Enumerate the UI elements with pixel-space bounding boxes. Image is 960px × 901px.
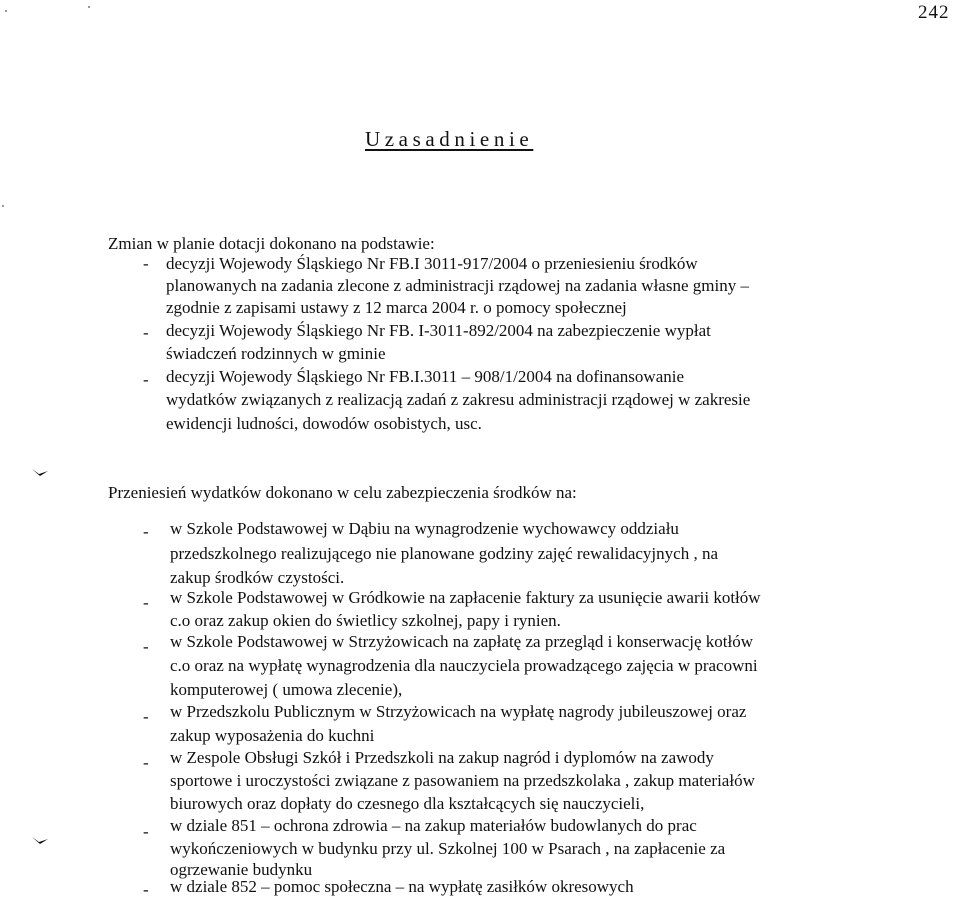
scan-speck	[2, 205, 4, 207]
list-item-line: zakup środków czystości.	[170, 568, 345, 587]
list-item-line: w dziale 851 – ochrona zdrowia – na zakup materiałów budowlanych do prac	[170, 816, 697, 835]
list-item-line: w dziale 852 – pomoc społeczna – na wypłatę zasiłków okresowych	[170, 877, 634, 896]
list-bullet: -	[143, 707, 149, 726]
list-item-line: planowanych na zadania zlecone z administracji rządowej na zadania własne gminy –	[166, 276, 749, 295]
list-item-line: decyzji Wojewody Śląskiego Nr FB. I-3011-892/2004 na zabezpieczenie wypłat	[166, 321, 711, 340]
list-item-line: decyzji Wojewody Śląskiego Nr FB.I.3011 – 908/1/2004 na dofinansowanie	[166, 367, 685, 386]
list-bullet: -	[143, 753, 149, 772]
list-bullet: -	[143, 880, 149, 899]
list-item-line: przedszkolnego realizującego nie planowane godziny zajęć rewalidacyjnych , na	[170, 544, 718, 563]
list-item-line: w Szkole Podstawowej w Strzyżowicach na zapłatę za przegląd i konserwację kotłów	[170, 632, 753, 651]
page-title: Uzasadnienie	[365, 127, 534, 151]
list-item-line: w Szkole Podstawowej w Gródkowie na zapłacenie faktury za usunięcie awarii kotłów	[170, 588, 761, 607]
list-item-line: ewidencji ludności, dowodów osobistych, usc.	[166, 414, 482, 433]
list-item-line: w Zespole Obsługi Szkół i Przedszkoli na zakup nagród i dyplomów na zawody	[170, 748, 714, 767]
list-item-line: biurowych oraz dopłaty do czesnego dla kształcących się nauczycieli,	[170, 794, 645, 813]
list-item-line: zgodnie z zapisami ustawy z 12 marca 2004 r. o pomocy społecznej	[166, 298, 627, 317]
list-bullet: -	[143, 370, 149, 389]
list-item-line: sportowe i uroczystości związane z pasowaniem na przedszkolaka , zakup materiałów	[170, 771, 755, 790]
list-item-line: ogrzewanie budynku	[170, 860, 313, 879]
page-number: 242	[918, 2, 950, 23]
list-item-line: w Przedszkolu Publicznym w Strzyżowicach na wypłatę nagrody jubileuszowej oraz	[170, 702, 747, 721]
list-bullet: -	[143, 593, 149, 612]
list-bullet: -	[143, 637, 149, 656]
list-item-line: c.o oraz zakup okien do świetlicy szkolnej, papy i rynien.	[170, 611, 561, 630]
list-item-line: decyzji Wojewody Śląskiego Nr FB.I 3011-917/2004 o przeniesieniu środków	[166, 254, 698, 273]
list-item-line: wydatków związanych z realizacją zadań z zakresu administracji rządowej w zakresie	[166, 390, 751, 409]
list-item-line: w Szkole Podstawowej w Dąbiu na wynagrodzenie wychowawcy oddziału	[170, 519, 679, 538]
list-item-line: c.o oraz na wypłatę wynagrodzenia dla nauczyciela prowadzącego zajęcia w pracowni	[170, 656, 758, 675]
section-intro: Zmian w planie dotacji dokonano na podstawie:	[108, 234, 435, 253]
list-item-line: zakup wyposażenia do kuchni	[170, 726, 375, 745]
list-bullet: -	[143, 522, 149, 541]
list-bullet: -	[143, 822, 149, 841]
scan-speck	[5, 10, 7, 12]
list-item-line: komputerowej ( umowa zlecenie),	[170, 680, 403, 699]
scan-speck	[88, 6, 90, 8]
list-bullet: -	[143, 254, 149, 273]
scan-mark-icon	[32, 468, 48, 476]
scan-mark-icon	[32, 836, 48, 844]
list-item-line: świadczeń rodzinnych w gminie	[166, 344, 386, 363]
list-item-line: wykończeniowych w budynku przy ul. Szkolnej 100 w Psarach , na zapłacenie za	[170, 839, 726, 858]
list-bullet: -	[143, 323, 149, 342]
section-intro: Przeniesień wydatków dokonano w celu zabezpieczenia środków na:	[108, 483, 577, 502]
